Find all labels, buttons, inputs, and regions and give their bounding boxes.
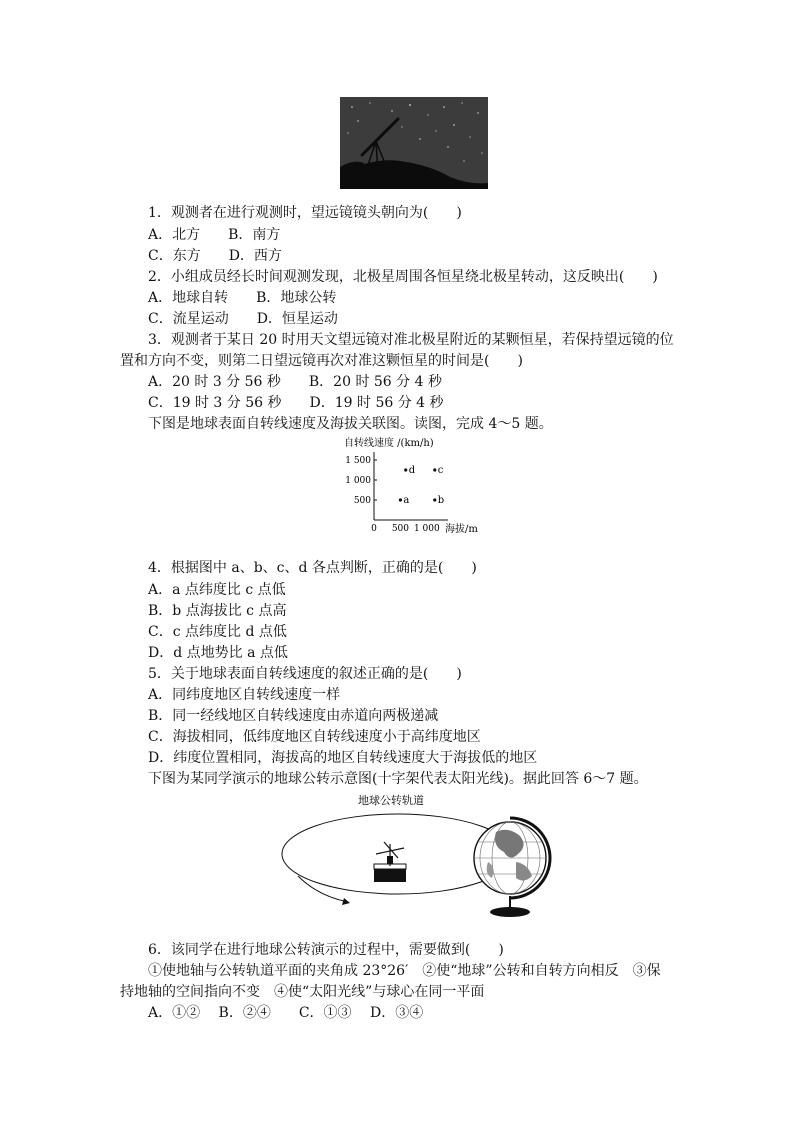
data-point-d [404, 468, 407, 471]
orbit-caption: 地球公转轨道 [358, 794, 424, 807]
chart-ylabel: 自转线速度 /(km/h) [344, 438, 434, 449]
q4-option-c: C．c 点纬度比 d 点低 [148, 624, 287, 640]
q2-stem: 2．小组成员经长时间观测发现，北极星周围各恒星绕北极星转动，这反映出( ) [148, 269, 658, 285]
telescope-night-sky-image [340, 97, 488, 189]
q4-stem: 4．根据图中 a、b、c、d 各点判断，正确的是( ) [148, 560, 477, 576]
y-tick-label: 500 [353, 496, 371, 506]
q2-options-row2: C．流星运动 D．恒星运动 [148, 311, 338, 327]
q1-options-row2: C．东方 D．西方 [148, 248, 282, 264]
q5-option-a: A．同纬度地区自转线速度一样 [148, 687, 341, 703]
intro-4-5: 下图是地球表面自转线速度及海拔关联图。读图，完成 4～5 题。 [148, 416, 553, 432]
data-label-c: c [437, 465, 444, 476]
q4-option-b: B．b 点海拔比 c 点高 [148, 603, 287, 619]
q1-stem: 1．观测者在进行观测时，望远镜镜头朝向为( ) [148, 205, 462, 221]
q3-stem-line1: 3．观测者于某日 20 时用天文望远镜对准北极星附近的某颗恒星，若保持望远镜的位 [148, 332, 674, 348]
data-label-b: b [437, 495, 445, 506]
data-label-a: a [403, 495, 410, 506]
chart-xlabel: 海拔/m [445, 524, 478, 535]
y-tick-label: 1 500 [345, 456, 371, 466]
q3-stem-line2: 置和方向不变，则第二日望远镜再次对准这颗恒星的时间是( ) [120, 353, 523, 369]
x-tick-label: 0 [371, 524, 377, 534]
data-point-b [433, 498, 436, 501]
x-tick-label: 1 000 [413, 524, 440, 534]
sunlight-cross-stand-icon [374, 842, 406, 882]
q6-options: A．①② B．②④ C．①③ D．③④ [148, 1005, 424, 1021]
q3-options-row2: C．19 时 3 分 56 秒 D．19 时 56 分 4 秒 [148, 395, 444, 411]
q6-stem: 6．该同学在进行地球公转演示的过程中，需要做到( ) [148, 942, 504, 958]
earth-orbit-demo-figure [278, 792, 563, 924]
data-point-a [399, 498, 402, 501]
q4-option-a: A．a 点纬度比 c 点低 [148, 582, 286, 598]
globe-icon [474, 818, 550, 917]
q5-option-c: C．海拔相同，低纬度地区自转线速度小于高纬度地区 [148, 729, 481, 745]
q3-options-row1: A．20 时 3 分 56 秒 B．20 时 56 分 4 秒 [148, 374, 442, 390]
q5-option-d: D．纬度位置相同，海拔高的地区自转线速度大于海拔低的地区 [148, 750, 538, 766]
x-tick-label: 500 [391, 524, 410, 534]
intro-6-7: 下图为某同学演示的地球公转示意图(十字架代表太阳光线)。据此回答 6～7 题。 [148, 771, 648, 787]
q5-stem: 5．关于地球表面自转线速度的叙述正确的是( ) [148, 666, 462, 682]
data-label-d: d [408, 465, 416, 476]
q6-statements-line2: 持地轴的空间指向不变 ④使“太阳光线”与球心在同一平面 [120, 984, 485, 1000]
data-point-c [433, 468, 436, 471]
rotation-speed-altitude-chart [340, 436, 490, 536]
q6-statements-line1: ①使地轴与公转轨道平面的夹角成 23°26′ ②使“地球”公转和自转方向相反 ③保 [148, 963, 661, 979]
q1-options-row1: A．北方 B．南方 [148, 227, 281, 243]
q2-options-row1: A．地球自转 B．地球公转 [148, 290, 337, 306]
q4-option-d: D．d 点地势比 a 点低 [148, 645, 288, 661]
q5-option-b: B．同一经线地区自转线速度由赤道向两极递减 [148, 708, 439, 724]
y-tick-label: 1 000 [345, 476, 371, 486]
